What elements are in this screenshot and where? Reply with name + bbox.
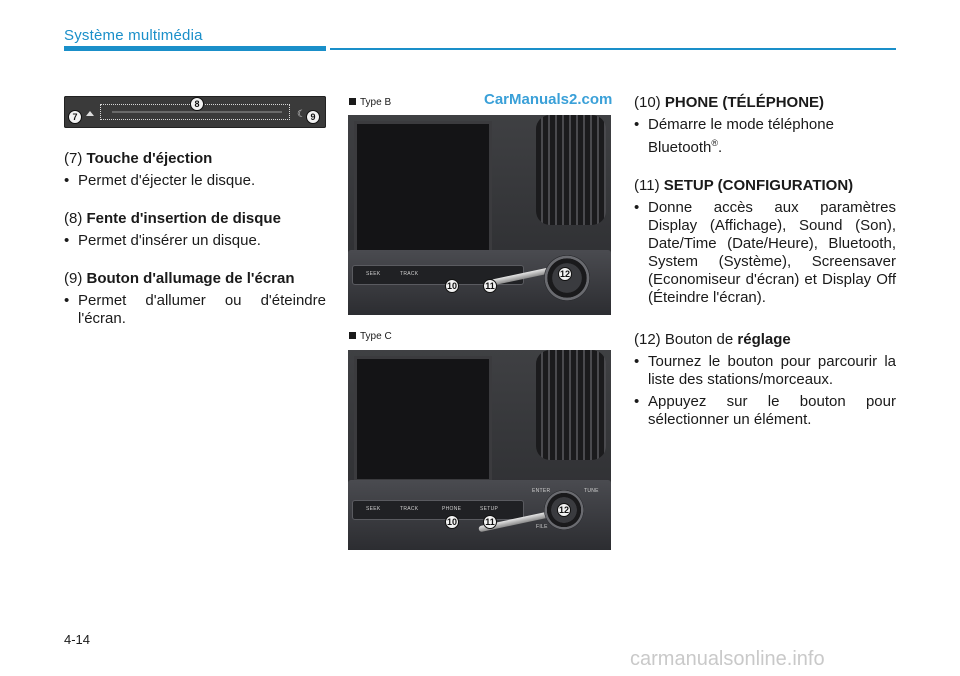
header-rule-thin <box>330 48 896 50</box>
track-label: TRACK <box>400 506 419 512</box>
display-screen <box>354 356 492 482</box>
item-7-heading: (7) Touche d'éjection <box>64 150 213 167</box>
item-10-bullet: • Démarre le mode téléphone Bluetooth®. <box>634 116 834 156</box>
item-11-heading: (11) SETUP (CONFIGURATION) <box>634 177 854 194</box>
marker-10: 10 <box>445 515 459 529</box>
phone-label: PHONE <box>442 506 462 512</box>
type-c-label: Type C <box>349 331 392 342</box>
section-title: Système multimédia <box>64 27 203 44</box>
header-rule-thick <box>64 46 326 51</box>
air-vent <box>536 350 606 460</box>
marker-8: 8 <box>190 97 204 111</box>
watermark: CarManuals2.com <box>484 91 613 108</box>
item-12-bullet-1: • Tournez le bouton pour parcourir la liste des stations/morceaux. <box>634 353 896 388</box>
col3-text <box>634 94 896 429</box>
marker-11: 11 <box>483 279 497 293</box>
tune-label: TUNE <box>584 488 599 494</box>
file-label: FILE <box>536 524 548 530</box>
marker-12: 12 <box>557 503 571 517</box>
marker-9: 9 <box>306 110 320 124</box>
square-icon <box>349 98 356 105</box>
page-number: 4-14 <box>64 632 91 647</box>
item-12-bullet-2: • Appuyez sur le bouton pour sélectionner un élément. <box>634 393 896 428</box>
seek-label: SEEK <box>366 506 381 512</box>
item-12-heading: (12) Bouton de réglage <box>634 331 791 348</box>
moon-icon: ☾ <box>297 109 306 120</box>
display-screen <box>354 121 492 253</box>
photo-type-c <box>348 350 611 550</box>
item-9-heading: (9) Bouton d'allumage de l'écran <box>64 270 295 287</box>
disc-slot <box>112 111 282 113</box>
item-8-heading: (8) Fente d'insertion de disque <box>64 210 281 227</box>
footer-site: carmanualsonline.info <box>630 648 825 670</box>
marker-12: 12 <box>558 267 572 281</box>
type-b-label: Type B <box>349 97 391 108</box>
marker-11: 11 <box>483 515 497 529</box>
seek-label: SEEK <box>366 271 381 277</box>
item-7-bullet: • Permet d'éjecter le disque. <box>64 172 256 189</box>
square-icon <box>349 332 356 339</box>
setup-label: SETUP <box>480 506 499 512</box>
marker-10: 10 <box>445 279 459 293</box>
item-8-bullet: • Permet d'insérer un disque. <box>64 232 261 249</box>
air-vent <box>536 115 606 225</box>
item-10-heading: (10) PHONE (TÉLÉPHONE) <box>634 94 825 111</box>
marker-7: 7 <box>68 110 82 124</box>
item-9-bullet: • Permet d'allumer ou d'éteindre l'écran. <box>64 292 326 327</box>
col1-text <box>64 150 326 328</box>
eject-icon <box>86 111 94 116</box>
item-11-bullet: • Donne accès aux paramètres Display (Affichage), Sound (Son), Date/Time (Date/Heure), Bluetooth, System (Système), Screensaver (Economiseur d'écran) et Display Off (Éteindre l'écran). <box>634 199 896 306</box>
photo-type-b <box>348 115 611 315</box>
track-label: TRACK <box>400 271 419 277</box>
enter-label: ENTER <box>532 488 551 494</box>
